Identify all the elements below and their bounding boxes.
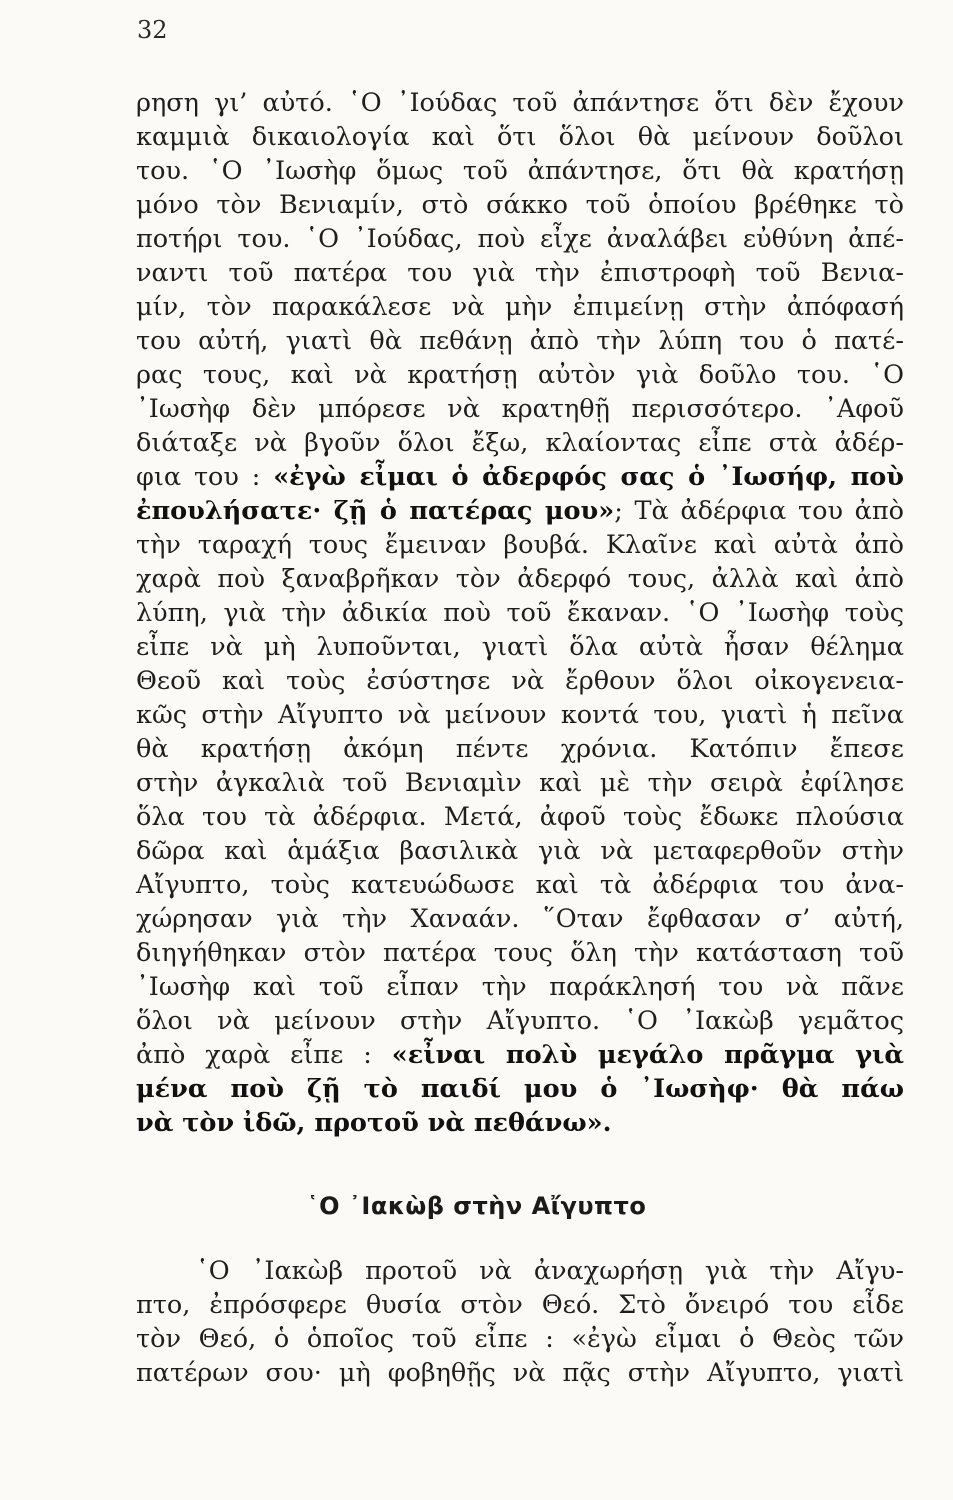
text-line: ὅλα του τὰ ἀδέρφια. Μετά, ἀφοῦ τοὺς ἔδωκε πλούσια xyxy=(136,802,904,832)
text-line: ᾿Ιωσὴφ δὲν μπόρεσε νὰ κρατηθῇ περισσότερο. ᾿Αφοῦ xyxy=(136,394,904,424)
text-line: τὸν Θεό, ὁ ὁποῖος τοῦ εἶπε : «ἐγὼ εἶμαι ὁ Θεὸς τῶν xyxy=(136,1324,904,1354)
text-line: διηγήθηκαν στὸν πατέρα τους ὅλη τὴν κατάσταση τοῦ xyxy=(136,938,904,968)
text-line-with-quote xyxy=(136,460,904,494)
bold-quote-line xyxy=(136,1106,904,1140)
text-line: του αὐτή, γιατὶ θὰ πεθάνῃ ἀπὸ τὴν λύπη του ὁ πατέ- xyxy=(136,326,904,356)
text-line: στὴν ἀγκαλιὰ τοῦ Βενιαμὶν καὶ μὲ τὴν σειρὰ ἐφίλησε xyxy=(136,768,904,798)
text-line: τὴν ταραχή τους ἔμειναν βουβά. Κλαῖνε καὶ αὐτὰ ἀπὸ xyxy=(136,530,904,560)
text-line: καμμιὰ δικαιολογία καὶ ὅτι ὅλοι θὰ μείνουν δοῦλοι xyxy=(136,122,904,152)
text-line: ῾Ο ᾿Ιακὼβ προτοῦ νὰ ἀναχωρήσῃ γιὰ τὴν Αἴγυ- xyxy=(196,1256,904,1286)
bold-quote: νὰ τὸν ἰδῶ, προτοῦ νὰ πεθάνω». xyxy=(136,1108,612,1138)
text-line: πτο, ἐπρόσφερε θυσία στὸν Θεό. Στὸ ὄνειρό του εἶδε xyxy=(136,1290,904,1320)
bold-quote: μένα ποὺ ζῇ τὸ παιδί μου ὁ ᾿Ιωσὴφ· θὰ πάω xyxy=(136,1074,904,1104)
text-line: εἶπε νὰ μὴ λυποῦνται, γιατὶ ὅλα αὐτὰ ἦσαν θέλημα xyxy=(136,632,904,662)
text-fragment: φια του : xyxy=(136,462,261,492)
text-line-with-quote xyxy=(136,494,904,528)
text-line: ᾿Ιωσὴφ καὶ τοῦ εἶπαν τὴν παράκλησή του νὰ πᾶνε xyxy=(136,972,904,1002)
text-line: μίν, τὸν παρακάλεσε νὰ μὴν ἐπιμείνῃ στὴν ἀπόφασή xyxy=(136,292,904,322)
text-line: Θεοῦ καὶ τοὺς ἐσύστησε νὰ ἔρθουν ὅλοι οἰκογενεια- xyxy=(136,666,904,696)
text-line: κῶς στὴν Αἴγυπτο νὰ μείνουν κοντά του, γιατὶ ἡ πεῖνα xyxy=(136,700,904,730)
text-line: του. ῾Ο ᾿Ιωσὴφ ὅμως τοῦ ἀπάντησε, ὅτι θὰ κρατήσῃ xyxy=(136,156,904,186)
text-line: Αἴγυπτο, τοὺς κατευώδωσε καὶ τὰ ἀδέρφια του ἀνα- xyxy=(136,870,904,900)
text-line: χαρὰ ποὺ ξαναβρῆκαν τὸν ἀδερφό τους, ἀλλὰ καὶ ἀπὸ xyxy=(136,564,904,594)
text-line: λύπη, γιὰ τὴν ἀδικία ποὺ τοῦ ἔκαναν. ῾Ο ᾿Ιωσὴφ τοὺς xyxy=(136,598,904,628)
text-line: διάταξε νὰ βγοῦν ὅλοι ἔξω, κλαίοντας εἶπε στὰ ἀδέρ- xyxy=(136,428,904,458)
text-line: ὅλοι νὰ μείνουν στὴν Αἴγυπτο. ῾Ο ᾿Ιακὼβ γεμᾶτος xyxy=(136,1006,904,1036)
bold-quote-line xyxy=(136,1072,904,1106)
section-heading: ῾Ο ᾿Ιακὼβ στὴν Αἴγυπτο xyxy=(306,1192,647,1220)
text-line: ρας τους, καὶ νὰ κρατήσῃ αὐτὸν γιὰ δοῦλο του. ῾Ο xyxy=(136,360,904,390)
text-fragment: ἀπὸ χαρὰ εἶπε : xyxy=(136,1040,372,1070)
text-line: χώρησαν γιὰ τὴν Χαναάν. ῞Οταν ἔφθασαν σ’ αὐτή, xyxy=(136,904,904,934)
bold-quote: ἐπουλήσατε· ζῇ ὁ πατέρας μου» xyxy=(136,496,615,526)
text-line: ρηση γι’ αὐτό. ῾Ο ᾿Ιούδας τοῦ ἀπάντησε ὅτι δὲν ἔχουν xyxy=(136,88,904,118)
text-line-with-quote xyxy=(136,1038,904,1072)
text-line: ναντι τοῦ πατέρα του γιὰ τὴν ἐπιστροφὴ τοῦ Βενια- xyxy=(136,258,904,288)
page-number: 32 xyxy=(137,16,168,44)
text-line: θὰ κρατήσῃ ἀκόμη πέντε χρόνια. Κατόπιν ἔπεσε xyxy=(136,734,904,764)
text-line: πατέρων σου· μὴ φοβηθῇς νὰ πᾷς στὴν Αἴγυπτο, γιατὶ xyxy=(136,1358,904,1388)
text-line: μόνο τὸν Βενιαμίν, στὸ σάκκο τοῦ ὁποίου βρέθηκε τὸ xyxy=(136,190,904,220)
text-line: ποτήρι του. ῾Ο ᾿Ιούδας, ποὺ εἶχε ἀναλάβει εὐθύνη ἀπέ- xyxy=(136,224,904,254)
bold-quote: «εἶναι πολὺ μεγάλο πρᾶγμα γιὰ xyxy=(391,1040,904,1070)
text-fragment: ; Τὰ ἀδέρφια του ἀπὸ xyxy=(614,496,904,526)
text-line: δῶρα καὶ ἁμάξια βασιλικὰ γιὰ νὰ μεταφερθοῦν στὴν xyxy=(136,836,904,866)
bold-quote: «ἐγὼ εἶμαι ὁ ἀδερφός σας ὁ ᾿Ιωσήφ, ποὺ xyxy=(273,462,904,492)
